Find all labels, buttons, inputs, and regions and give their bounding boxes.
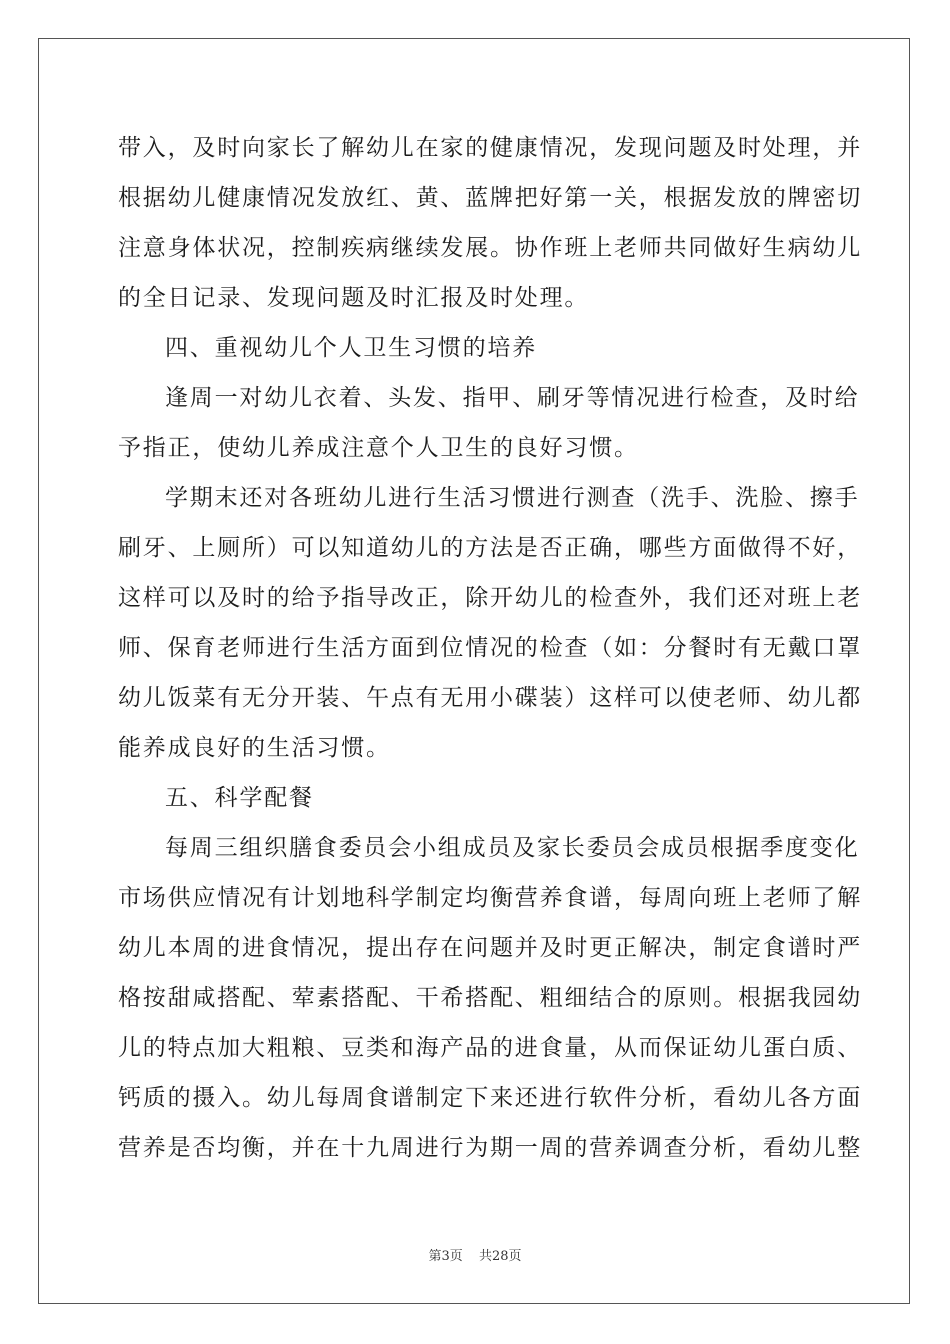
text-line: 注意身体状况，控制疾病继续发展。协作班上老师共同做好生病幼儿: [118, 235, 862, 261]
text-line: 的全日记录、发现问题及时汇报及时处理。: [118, 285, 590, 311]
section-heading: 五、科学配餐: [165, 785, 314, 811]
text-line: 逢周一对幼儿衣着、头发、指甲、刷牙等情况进行检查，及时给: [165, 385, 860, 411]
text-line: 格按甜咸搭配、荤素搭配、干希搭配、粗细结合的原则。根据我园幼: [118, 985, 862, 1011]
page-number: 第3页: [428, 1249, 463, 1264]
text-line: 学期末还对各班幼儿进行生活习惯进行测查（洗手、洗脸、擦手: [165, 485, 860, 511]
text-line: 师、保育老师进行生活方面到位情况的检查（如：分餐时有无戴口罩: [118, 635, 862, 661]
section-heading: 四、重视幼儿个人卫生习惯的培养: [165, 335, 537, 361]
page-total: 共28页: [478, 1249, 522, 1264]
text-line: 营养是否均衡，并在十九周进行为期一周的营养调查分析，看幼儿整: [118, 1135, 862, 1161]
text-line: 根据幼儿健康情况发放红、黄、蓝牌把好第一关，根据发放的牌密切: [118, 185, 862, 211]
text-line: 予指正，使幼儿养成注意个人卫生的良好习惯。: [118, 435, 639, 461]
page-border: [38, 38, 910, 1304]
page-footer: [0, 1245, 950, 1264]
text-line: 能养成良好的生活习惯。: [118, 735, 391, 761]
text-line: 幼儿本周的进食情况，提出存在问题并及时更正解决，制定食谱时严: [118, 935, 862, 961]
text-line: 每周三组织膳食委员会小组成员及家长委员会成员根据季度变化: [165, 835, 860, 861]
text-line: 儿的特点加大粗粮、豆类和海产品的进食量，从而保证幼儿蛋白质、: [118, 1035, 862, 1061]
text-line: 幼儿饭菜有无分开装、午点有无用小碟装）这样可以使老师、幼儿都: [118, 685, 862, 711]
text-line: 市场供应情况有计划地科学制定均衡营养食谱，每周向班上老师了解: [118, 885, 862, 911]
text-line: 这样可以及时的给予指导改正，除开幼儿的检查外，我们还对班上老: [118, 585, 862, 611]
text-line: 钙质的摄入。幼儿每周食谱制定下来还进行软件分析，看幼儿各方面: [118, 1085, 862, 1111]
text-line: 刷牙、上厕所）可以知道幼儿的方法是否正确，哪些方面做得不好，: [118, 535, 862, 561]
text-line: 带入，及时向家长了解幼儿在家的健康情况，发现问题及时处理，并: [118, 135, 862, 161]
